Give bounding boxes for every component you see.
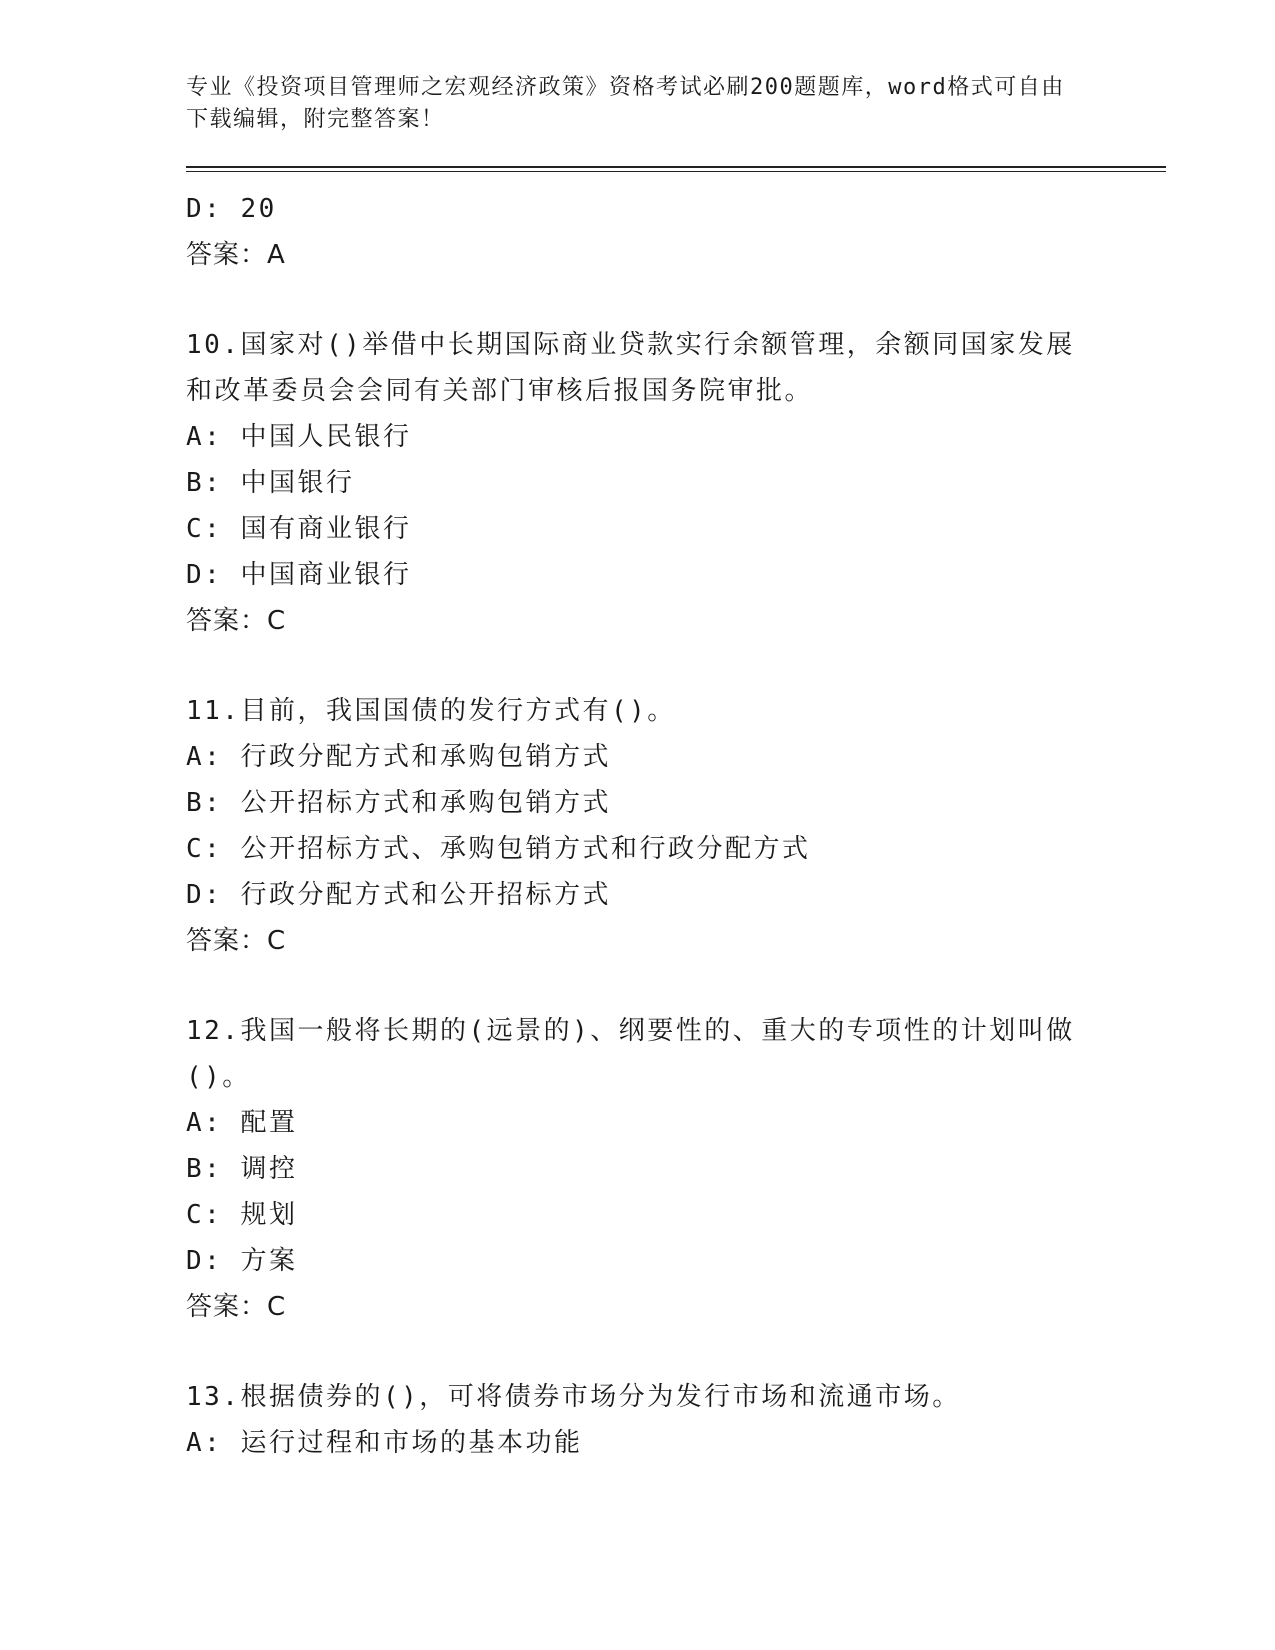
answer: 答案：C — [186, 1292, 287, 1322]
header-divider — [186, 166, 1166, 172]
document-header: 专业《投资项目管理师之宏观经济政策》资格考试必刷200题题库，word格式可自由下载编辑，附完整答案！ — [186, 75, 1065, 132]
answer: 答案：C — [186, 926, 287, 956]
question-12 — [186, 1008, 1166, 1330]
option-a: A: 运行过程和市场的基本功能 — [186, 1428, 583, 1458]
question-stem: 13.根据债券的()，可将债券市场分为发行市场和流通市场。 — [186, 1382, 961, 1412]
option-d: D: 中国商业银行 — [186, 560, 412, 590]
option-a: A: 行政分配方式和承购包销方式 — [186, 742, 611, 772]
prev-answer: 答案：A — [186, 240, 286, 270]
question-13 — [186, 1374, 1166, 1466]
option-d: D: 行政分配方式和公开招标方式 — [186, 880, 611, 910]
answer: 答案：C — [186, 606, 287, 636]
question-stem: 11.目前，我国国债的发行方式有()。 — [186, 696, 676, 726]
prev-option-d: D: 20 — [186, 194, 277, 224]
option-c: C: 公开招标方式、承购包销方式和行政分配方式 — [186, 834, 811, 864]
option-b: B: 中国银行 — [186, 468, 355, 498]
question-stem: 12.我国一般将长期的(远景的)、纲要性的、重大的专项性的计划叫做()。 — [186, 1016, 1075, 1092]
option-b: B: 公开招标方式和承购包销方式 — [186, 788, 611, 818]
question-10 — [186, 322, 1166, 644]
question-stem: 10.国家对()举借中长期国际商业贷款实行余额管理，余额同国家发展和改革委员会会同有关部门审核后报国务院审批。 — [186, 330, 1075, 406]
option-c: C: 规划 — [186, 1200, 298, 1230]
option-b: B: 调控 — [186, 1154, 298, 1184]
document-body — [186, 186, 1166, 1466]
option-a: A: 配置 — [186, 1108, 298, 1138]
option-c: C: 国有商业银行 — [186, 514, 412, 544]
option-d: D: 方案 — [186, 1246, 298, 1276]
option-a: A: 中国人民银行 — [186, 422, 412, 452]
document-page — [186, 72, 1166, 1466]
question-11 — [186, 688, 1166, 964]
